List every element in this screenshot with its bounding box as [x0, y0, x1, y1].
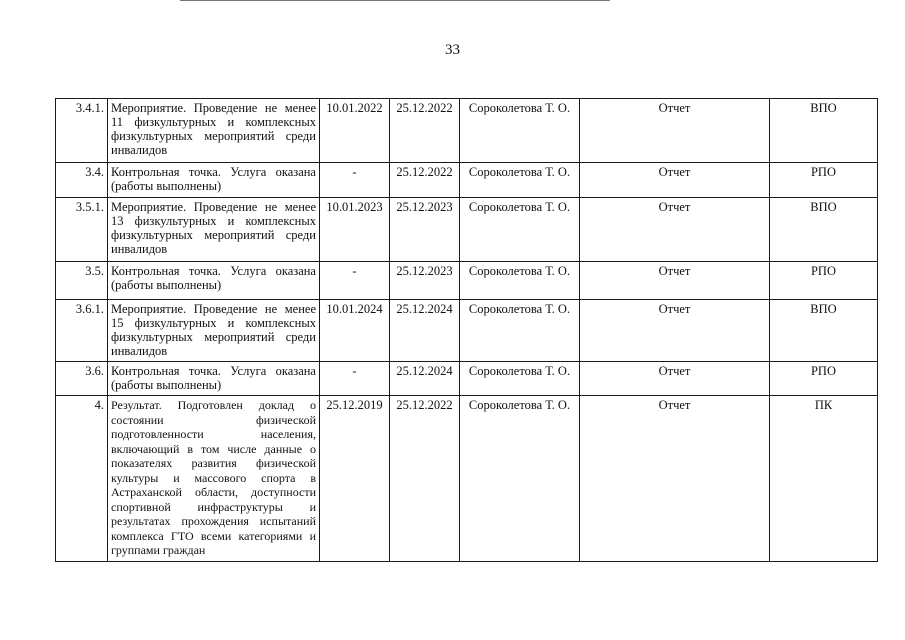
table-row: [56, 262, 878, 300]
table-row: [56, 198, 878, 262]
row-level: ВПО: [770, 198, 878, 262]
row-description: Контрольная точка. Услуга оказана (работы выполнены): [108, 362, 320, 396]
table-row: [56, 300, 878, 362]
row-level: ВПО: [770, 99, 878, 163]
row-responsible: Сороколетова Т. О.: [460, 396, 580, 562]
row-number: 3.6.1.: [56, 300, 108, 362]
row-end-date: 25.12.2023: [390, 262, 460, 300]
table-row: [56, 163, 878, 198]
plan-table: [55, 98, 878, 562]
row-document: Отчет: [580, 362, 770, 396]
top-rule: [180, 0, 610, 1]
row-end-date: 25.12.2022: [390, 163, 460, 198]
row-number: 3.5.: [56, 262, 108, 300]
row-level: РПО: [770, 163, 878, 198]
table-row: [56, 99, 878, 163]
row-description: Контрольная точка. Услуга оказана (работы выполнены): [108, 163, 320, 198]
table-row: [56, 396, 878, 562]
row-level: РПО: [770, 262, 878, 300]
row-end-date: 25.12.2023: [390, 198, 460, 262]
page-number: 33: [445, 42, 460, 58]
row-start-date: -: [320, 163, 390, 198]
row-number: 3.4.: [56, 163, 108, 198]
row-description: Результат. Подготовлен доклад о состоянии физической подготовленности населения, включающий в том числе данные о показателях развития физической культуры и массового спорта в Астраханской области, доступности спортивной инфраструктуры и результатах прохождения испытаний комплекса ГТО всеми категориями и группами граждан: [108, 396, 320, 562]
row-number: 3.4.1.: [56, 99, 108, 163]
row-end-date: 25.12.2022: [390, 396, 460, 562]
row-start-date: 10.01.2022: [320, 99, 390, 163]
row-end-date: 25.12.2024: [390, 300, 460, 362]
row-level: ВПО: [770, 300, 878, 362]
row-document: Отчет: [580, 396, 770, 562]
row-document: Отчет: [580, 262, 770, 300]
row-document: Отчет: [580, 198, 770, 262]
row-end-date: 25.12.2024: [390, 362, 460, 396]
row-responsible: Сороколетова Т. О.: [460, 262, 580, 300]
row-responsible: Сороколетова Т. О.: [460, 300, 580, 362]
table-row: [56, 362, 878, 396]
row-start-date: -: [320, 362, 390, 396]
row-number: 4.: [56, 396, 108, 562]
row-description: Мероприятие. Проведение не менее 15 физкультурных и комплексных физкультурных мероприятий среди инвалидов: [108, 300, 320, 362]
row-start-date: 10.01.2023: [320, 198, 390, 262]
row-responsible: Сороколетова Т. О.: [460, 163, 580, 198]
row-responsible: Сороколетова Т. О.: [460, 99, 580, 163]
row-start-date: -: [320, 262, 390, 300]
row-number: 3.6.: [56, 362, 108, 396]
row-level: РПО: [770, 362, 878, 396]
row-end-date: 25.12.2022: [390, 99, 460, 163]
row-document: Отчет: [580, 300, 770, 362]
row-start-date: 25.12.2019: [320, 396, 390, 562]
row-responsible: Сороколетова Т. О.: [460, 198, 580, 262]
row-description: Мероприятие. Проведение не менее 13 физкультурных и комплексных физкультурных мероприятий среди инвалидов: [108, 198, 320, 262]
row-responsible: Сороколетова Т. О.: [460, 362, 580, 396]
row-start-date: 10.01.2024: [320, 300, 390, 362]
row-description: Контрольная точка. Услуга оказана (работы выполнены): [108, 262, 320, 300]
row-description: Мероприятие. Проведение не менее 11 физкультурных и комплексных физкультурных мероприятий среди инвалидов: [108, 99, 320, 163]
row-document: Отчет: [580, 163, 770, 198]
row-number: 3.5.1.: [56, 198, 108, 262]
row-level: ПК: [770, 396, 878, 562]
row-document: Отчет: [580, 99, 770, 163]
